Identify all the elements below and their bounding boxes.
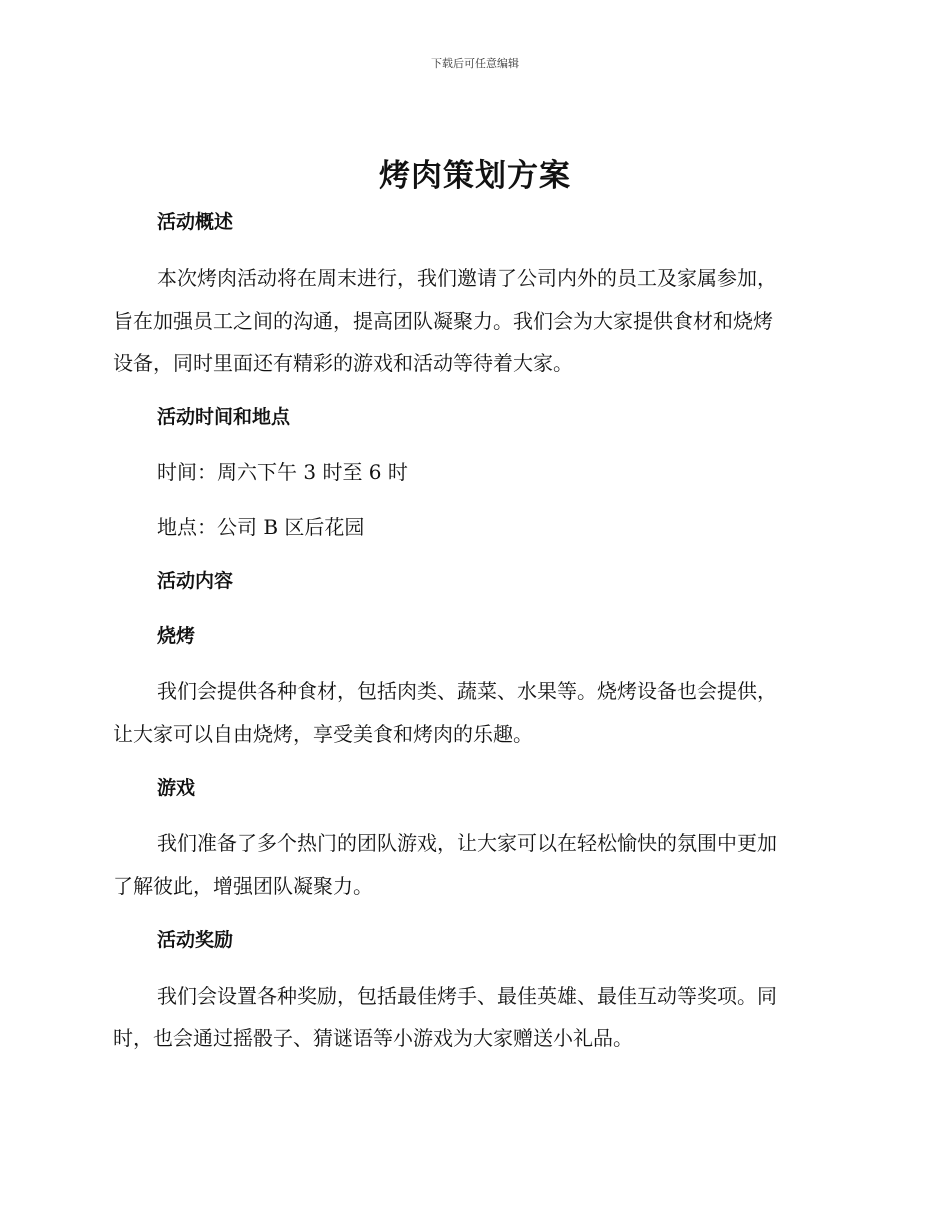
section-heading-overview: 活动概述 — [157, 211, 234, 233]
document-title: 烤肉策划方案 — [379, 158, 571, 194]
paragraph-line: 本次烤肉活动将在周末进行，我们邀请了公司内外的员工及家属参加， — [157, 266, 777, 290]
paragraph-line: 让大家可以自由烧烤，享受美食和烤肉的乐趣。 — [113, 722, 533, 746]
paragraph-line: 我们准备了多个热门的团队游戏，让大家可以在轻松愉快的氛围中更加 — [157, 831, 777, 855]
paragraph-line: 旨在加强员工之间的沟通，提高团队凝聚力。我们会为大家提供食材和烧烤 — [113, 309, 773, 333]
section-heading-time-place: 活动时间和地点 — [157, 406, 291, 428]
event-time: 时间：周六下午 3 时至 6 时 — [157, 460, 408, 484]
event-place: 地点：公司 B 区后花园 — [157, 515, 365, 539]
paragraph-line: 我们会设置各种奖励，包括最佳烤手、最佳英雄、最佳互动等奖项。同 — [157, 984, 777, 1008]
header-note: 下载后可任意编辑 — [431, 57, 519, 70]
section-heading-content: 活动内容 — [157, 570, 234, 592]
paragraph-line: 设备，同时里面还有精彩的游戏和活动等待着大家。 — [113, 351, 573, 375]
paragraph-line: 了解彼此，增强团队凝聚力。 — [113, 874, 373, 898]
paragraph-line: 我们会提供各种食材，包括肉类、蔬菜、水果等。烧烤设备也会提供， — [157, 679, 777, 703]
paragraph-line: 时，也会通过摇骰子、猜谜语等小游戏为大家赠送小礼品。 — [113, 1026, 633, 1050]
subsection-heading-bbq: 烧烤 — [157, 625, 196, 647]
subsection-heading-games: 游戏 — [157, 777, 196, 799]
section-heading-rewards: 活动奖励 — [157, 929, 234, 951]
